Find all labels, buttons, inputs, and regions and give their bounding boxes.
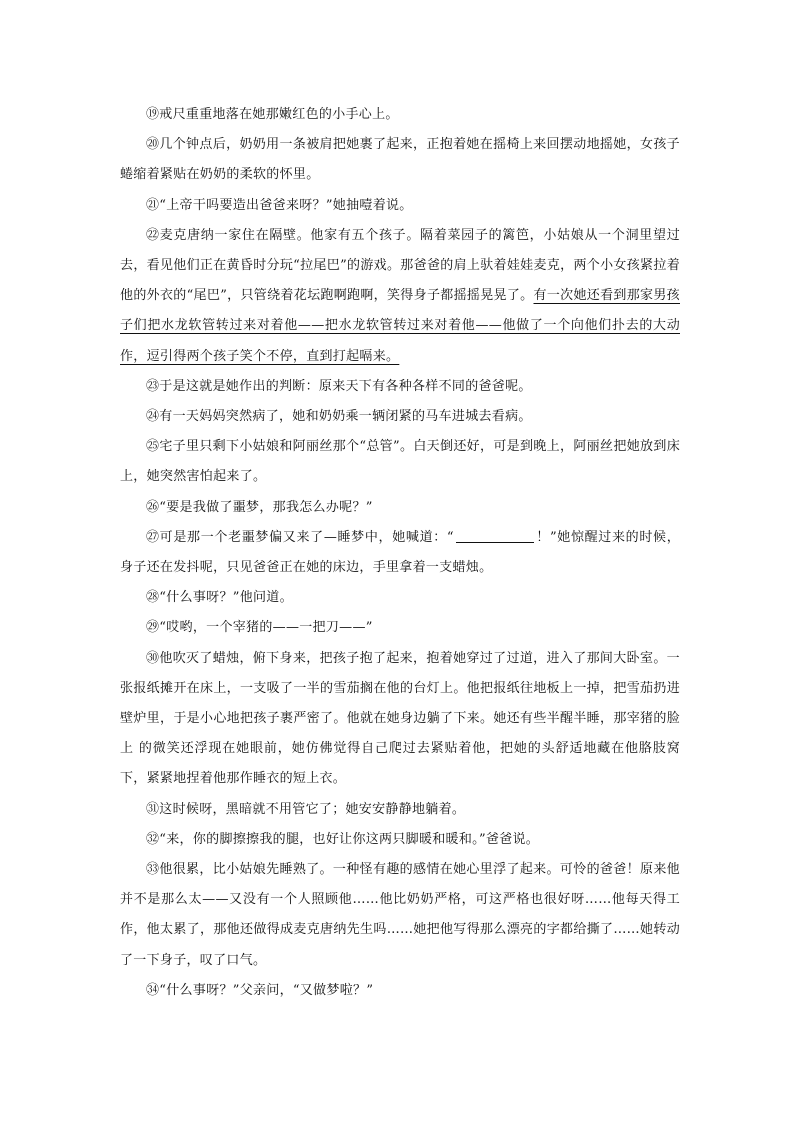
paragraph-25: ㉕宅子里只剩下小姑娘和阿丽丝那个“总管”。白天倒还好，可是到晚上，阿丽丝把她放到床 上，她突然害怕起来了。 [120, 439, 680, 485]
paragraph-33: ㉝他很累，比小姑娘先睡熟了。一种怪有趣的感情在她心里浮了起来。可怜的爸爸！原来他并不是那么太——又没有一个人照顾他……他比奶奶严格，可这严格也很好呀……他每天得工作，他太累了，那他还做得成麦克唐纳先生吗……她把他写得那么漂亮的字都给撕了……她转动了一下身子，叹了口气。 [120, 862, 680, 968]
paragraph-32: ㉜“来，你的脚擦擦我的腿，也好让你这两只脚暖和暖和。”爸爸说。 [146, 831, 540, 847]
story-text [120, 100, 680, 1006]
fill-in-blank [456, 528, 534, 543]
paragraph-27 [120, 523, 680, 583]
paragraph-34: ㉞“什么事呀？”父亲问，“又做梦啦？” [146, 982, 374, 998]
paragraph-19: ⑲戒尺重重地落在她那嫩红色的小手心上。 [146, 107, 399, 122]
paragraph-26: ㉖“要是我做了噩梦，那我怎么办呢？” [146, 499, 373, 515]
paragraph-30: ㉚他吹灭了蜡烛，俯下身来，把孩子抱了起来，抱着她穿过了过道，进入了那间大卧室。一张报纸摊开在床上，一支吸了一半的雪茄搁在他的台灯上。他把报纸往地板上一掉，把雪茄扔进壁炉里，于是小心地把孩子裹严密了。他就在她身边躺了下来。她还有些半醒半睡，那宰猪的脸上 的微笑还浮现在她眼前，她仿佛觉得自己爬过去紧贴着他，把她的头舒适地藏在他胳肢窝下，紧紧地捏着他那作睡衣的短上衣。 [120, 650, 680, 787]
paragraph-23: ㉓于是这就是她作出的判断：原来天下有各种各样不同的爸爸呢。 [146, 378, 532, 394]
paragraph-27-text-b: ！”她惊醒过来的时候，身子还在发抖呢，只见爸爸正在她的床边，手里拿着一支蜡烛。 [120, 529, 681, 576]
paragraph-28: ㉘“什么事呀？”他问道。 [146, 590, 293, 606]
paragraph-20: ⑳几个钟点后，奶奶用一条被肩把她裹了起来，正抱着她在摇椅上来回摆动地摇她，女孩子蜷缩着紧贴在奶奶的柔软的怀里。 [120, 137, 680, 183]
paragraph-22 [120, 221, 680, 372]
paragraph-31: ㉛这时候呀，黑暗就不用管它了；她安安静静地躺着。 [146, 801, 466, 817]
paragraph-27-text-a: ㉗可是那一个老噩梦偏又来了—睡梦中，她喊道：“ [146, 529, 454, 545]
paragraph-29: ㉙“哎哟，一个宰猪的——一把刀——” [146, 620, 373, 636]
paragraph-24: ㉔有一天妈妈突然病了，她和奶奶乘一辆闭紧的马车进城去看病。 [146, 409, 532, 425]
underlined-sentence: 有一次她还看到那家男孩子们把水龙软管转过来对着他——把水龙软管转过来对着他——他做了一个向他们扑去的大动作，逗引得两个孩子笑个不停，直到打起嗝来。 [120, 288, 680, 364]
paragraph-22-text: ㉒麦克唐纳一家住在隔壁。他家有五个孩子。隔着菜园子的篱笆，小姑娘从一个洞里望过去，看见他们正在黄昏时分玩“拉尾巴”的游戏。那爸爸的肩上驮着娃娃麦克，两个小女孩紧拉着他的外衣的“尾巴”，只管绕着花坛跑啊跑啊，笑得身子都摇摇晃晃了。 [120, 227, 680, 304]
paragraph-21: ㉑“上帝干吗要造出爸爸来呀？”她抽噎着说。 [146, 197, 413, 213]
